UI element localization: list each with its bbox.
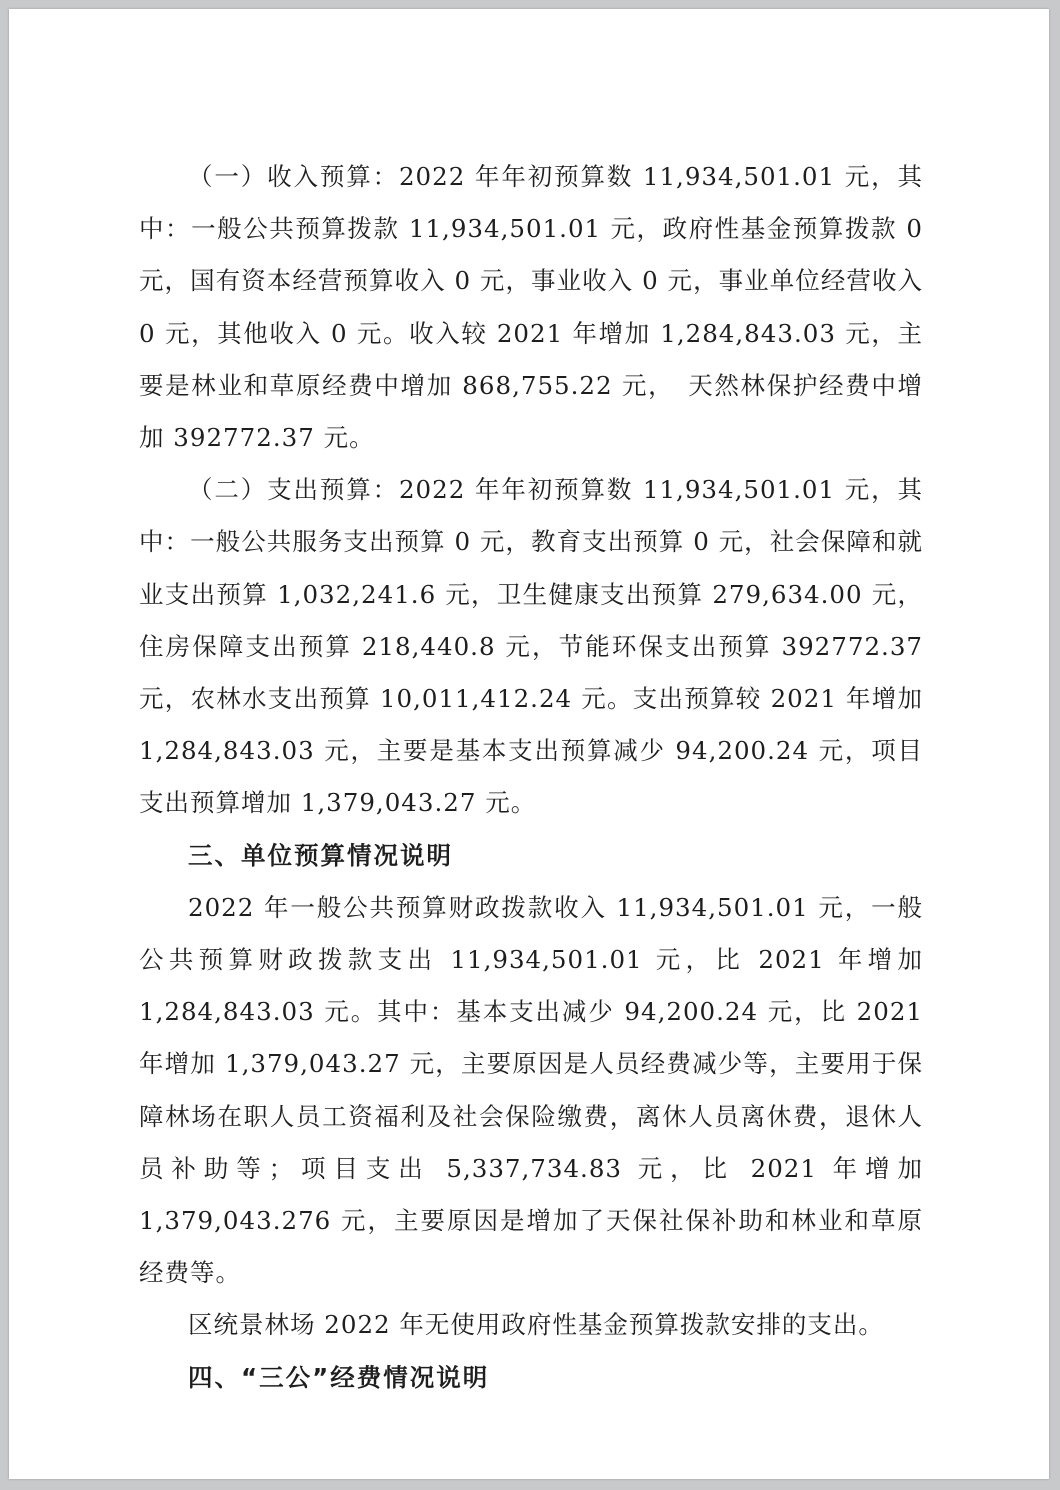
- fund-budget-paragraph: 区统景林场 2022 年无使用政府性基金预算拨款安排的支出。: [188, 1310, 884, 1340]
- document-page: [9, 9, 1049, 1479]
- section-heading-three-public: 四、“三公”经费情况说明: [188, 1362, 490, 1392]
- expenditure-budget-paragraph: （二）支出预算：2022 年年初预算数 11,934,501.01 元，其中：一般公共服务支出预算 0 元，教育支出预算 0 元，社会保障和就业支出预算 1,032,241.6 元，卫生健康支出预算 279,634.00 元，住房保障支出预算 218,440.8 元，节能环保支出预算 392772.37 元，农林水支出预算 10,011,412.24 元。支出预算较 2021 年增加 1,284,843.03 元，主要是基本支出预算减少 94,200.24 元，项目支出预算增加 1,379,043.27 元。: [139, 475, 923, 818]
- income-budget-paragraph: （一）收入预算：2022 年年初预算数 11,934,501.01 元，其中：一般公共预算拨款 11,934,501.01 元，政府性基金预算拨款 0 元，国有资本经营预算收入 0 元，事业收入 0 元，事业单位经营收入 0 元，其他收入 0 元。收入较 2021 年增加 1,284,843.03 元，主要是林业和草原经费中增加 868,755.22 元， 天然林保护经费中增加 392772.37 元。: [139, 162, 923, 453]
- document-body: [139, 151, 923, 1404]
- section-heading-unit-budget: 三、单位预算情况说明: [188, 840, 453, 870]
- unit-budget-paragraph: 2022 年一般公共预算财政拨款收入 11,934,501.01 元，一般公共预算财政拨款支出 11,934,501.01 元，比 2021 年增加 1,284,843.03 元。其中：基本支出减少 94,200.24 元，比 2021 年增加 1,379,043.27 元，主要原因是人员经费减少等，主要用于保障林场在职人员工资福利及社会保险缴费，离休人员离休费，退休人员补助等；项目支出 5,337,734.83 元，比 2021 年增加 1,379,043.276 元，主要原因是增加了天保社保补助和林业和草原经费等。: [139, 892, 923, 1288]
